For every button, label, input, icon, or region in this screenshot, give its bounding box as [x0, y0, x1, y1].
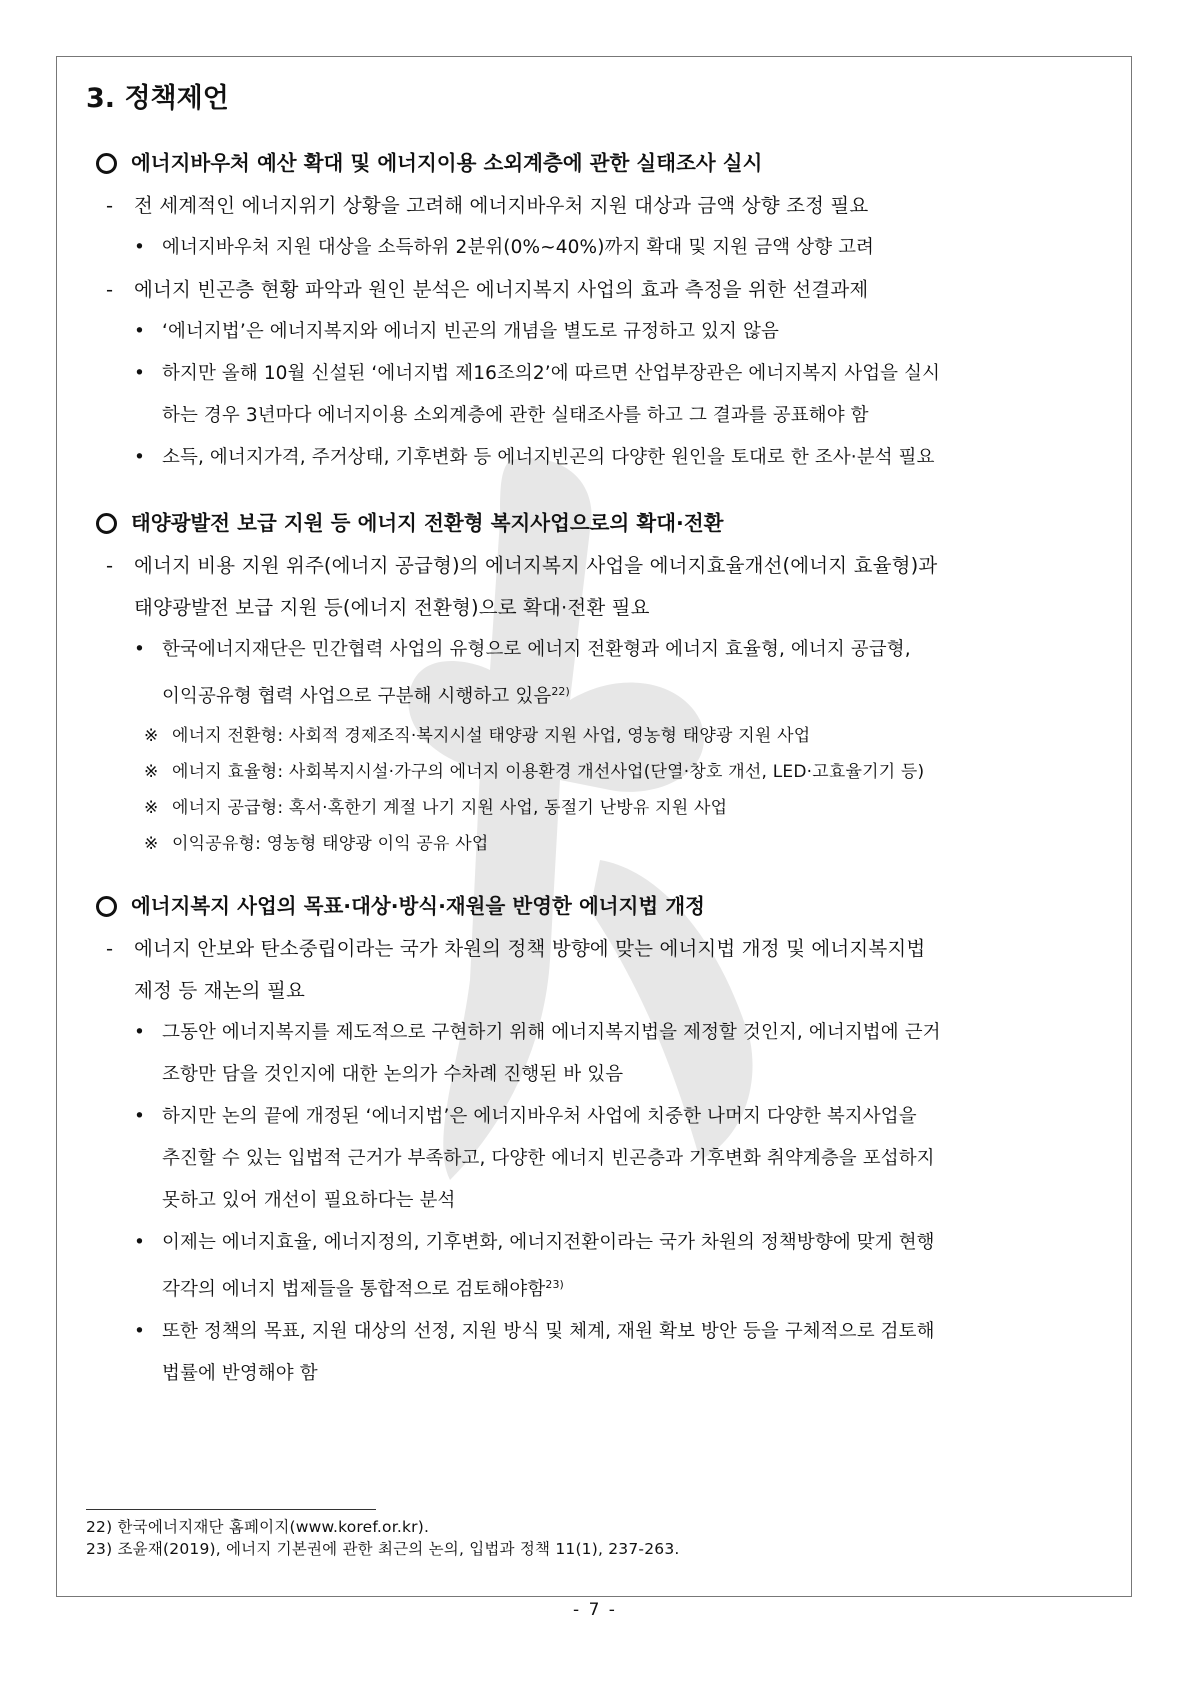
note-text: 이익공유형: 영농형 태양광 이익 공유 사업	[172, 834, 489, 854]
bullet-mark: •	[134, 1232, 146, 1253]
note-item	[86, 754, 1116, 790]
footnote-ref-22[interactable]: 22)	[551, 685, 570, 698]
circle-bullet-icon	[96, 513, 117, 534]
heading-text: 에너지바우처 예산 확대 및 에너지이용 소외계층에 관한 실태조사 실시	[131, 151, 763, 175]
bullet-item	[86, 629, 1116, 718]
bullet-item	[86, 353, 1116, 437]
section-title: 3. 정책제언	[86, 83, 229, 114]
bullet-item	[86, 1311, 1116, 1395]
bullet-item	[86, 311, 1116, 353]
bullet-text-cont: 법률에 반영해야 함	[162, 1363, 318, 1384]
footnote-22: 22) 한국에너지재단 홈페이지(www.koref.or.kr).	[86, 1518, 430, 1536]
dash-text: 에너지 빈곤층 현황 파악과 원인 분석은 에너지복지 사업의 효과 측정을 위한 선결과제	[134, 278, 869, 301]
heading-text: 에너지복지 사업의 목표·대상·방식·재원을 반영한 에너지법 개정	[131, 894, 705, 918]
footnote-divider	[86, 1509, 376, 1510]
bullet-mark: •	[134, 363, 146, 384]
policy-heading-1	[86, 141, 1116, 185]
dash-mark: -	[106, 194, 114, 217]
bullet-item	[86, 1012, 1116, 1096]
dash-text: 에너지 안보와 탄소중립이라는 국가 차원의 정책 방향에 맞는 에너지법 개정 및 에너지복지법	[134, 937, 926, 960]
bullet-text-cont: 조항만 담을 것인지에 대한 논의가 수차례 진행된 바 있음	[162, 1064, 624, 1085]
dash-mark: -	[106, 278, 114, 301]
bullet-text: 이제는 에너지효율, 에너지정의, 기후변화, 에너지전환이라는 국가 차원의 정책방향에 맞게 현행	[162, 1232, 935, 1253]
bullet-text-cont: 못하고 있어 개선이 필요하다는 분석	[162, 1190, 456, 1211]
policy-block-3	[86, 884, 1116, 1395]
dash-mark: -	[106, 937, 114, 960]
note-text: 에너지 공급형: 혹서·혹한기 계절 나기 지원 사업, 동절기 난방유 지원 사업	[172, 798, 728, 818]
bullet-text: 하지만 논의 끝에 개정된 ‘에너지법’은 에너지바우처 사업에 치중한 나머지 다양한 복지사업을	[162, 1106, 917, 1127]
page-number: - 7 -	[573, 1600, 617, 1620]
dash-item	[86, 185, 1116, 227]
dash-text: 전 세계적인 에너지위기 상황을 고려해 에너지바우처 지원 대상과 금액 상향 조정 필요	[134, 194, 869, 217]
dash-mark: -	[106, 554, 114, 577]
bullet-item	[86, 437, 1116, 479]
bullet-item	[86, 1096, 1116, 1222]
note-item	[86, 826, 1116, 862]
policy-block-2	[86, 501, 1116, 862]
note-mark: ※	[144, 834, 159, 854]
dash-item	[86, 269, 1116, 311]
policy-block-1	[86, 141, 1116, 479]
bullet-text: 또한 정책의 목표, 지원 대상의 선정, 지원 방식 및 체계, 재원 확보 방안 등을 구체적으로 검토해	[162, 1321, 935, 1342]
bullet-mark: •	[134, 1106, 146, 1127]
policy-heading-2	[86, 501, 1116, 545]
note-mark: ※	[144, 762, 159, 782]
bullet-mark: •	[134, 321, 146, 342]
bullet-text: 한국에너지재단은 민간협력 사업의 유형으로 에너지 전환형과 에너지 효율형, 에너지 공급형,	[162, 639, 911, 660]
bullet-text: ‘에너지법’은 에너지복지와 에너지 빈곤의 개념을 별도로 규정하고 있지 않음	[162, 321, 779, 342]
bullet-mark: •	[134, 447, 146, 468]
policy-heading-3	[86, 884, 1116, 928]
dash-item	[86, 928, 1116, 1012]
bullet-text: 하지만 올해 10월 신설된 ‘에너지법 제16조의2’에 따르면 산업부장관은 에너지복지 사업을 실시	[162, 363, 941, 384]
bullet-text: 그동안 에너지복지를 제도적으로 구현하기 위해 에너지복지법을 제정할 것인지, 에너지법에 근거	[162, 1022, 941, 1043]
bullet-mark: •	[134, 1321, 146, 1342]
circle-bullet-icon	[96, 896, 117, 917]
bullet-mark: •	[134, 237, 146, 258]
bullet-item	[86, 227, 1116, 269]
note-text: 에너지 전환형: 사회적 경제조직·복지시설 태양광 지원 사업, 영농형 태양광 지원 사업	[172, 726, 811, 746]
bullet-mark: •	[134, 639, 146, 660]
bullet-text: 에너지바우처 지원 대상을 소득하위 2분위(0%~40%)까지 확대 및 지원 금액 상향 고려	[162, 237, 875, 258]
note-mark: ※	[144, 798, 159, 818]
note-text: 에너지 효율형: 사회복지시설·가구의 에너지 이용환경 개선사업(단열·창호 개선, LED·고효율기기 등)	[172, 762, 925, 782]
dash-text: 에너지 비용 지원 위주(에너지 공급형)의 에너지복지 사업을 에너지효율개선(에너지 효율형)과	[134, 554, 938, 577]
bullet-item	[86, 1222, 1116, 1311]
bullet-text-cont: 추진할 수 있는 입법적 근거가 부족하고, 다양한 에너지 빈곤층과 기후변화 취약계층을 포섭하지	[162, 1148, 935, 1169]
bullet-text-cont: 하는 경우 3년마다 에너지이용 소외계층에 관한 실태조사를 하고 그 결과를 공표해야 함	[162, 405, 869, 426]
bullet-text-cont: 이익공유형 협력 사업으로 구분해 시행하고 있음	[162, 686, 552, 707]
note-item	[86, 790, 1116, 826]
page-content	[86, 76, 1116, 1417]
circle-bullet-icon	[96, 153, 117, 174]
note-item	[86, 718, 1116, 754]
bullet-text-cont: 각각의 에너지 법제들을 통합적으로 검토해야함	[162, 1279, 546, 1300]
footnote-23: 23) 조윤재(2019), 에너지 기본권에 관한 최근의 논의, 입법과 정책 11(1), 237-263.	[86, 1540, 680, 1558]
bullet-text: 소득, 에너지가격, 주거상태, 기후변화 등 에너지빈곤의 다양한 원인을 토대로 한 조사·분석 필요	[162, 447, 935, 468]
dash-text-cont: 제정 등 재논의 필요	[134, 979, 305, 1002]
footnotes	[86, 1516, 680, 1560]
note-mark: ※	[144, 726, 159, 746]
dash-text-cont: 태양광발전 보급 지원 등(에너지 전환형)으로 확대·전환 필요	[134, 596, 650, 619]
bullet-mark: •	[134, 1022, 146, 1043]
footnote-ref-23[interactable]: 23)	[545, 1278, 564, 1291]
heading-text: 태양광발전 보급 지원 등 에너지 전환형 복지사업으로의 확대·전환	[131, 511, 724, 535]
dash-item	[86, 545, 1116, 629]
